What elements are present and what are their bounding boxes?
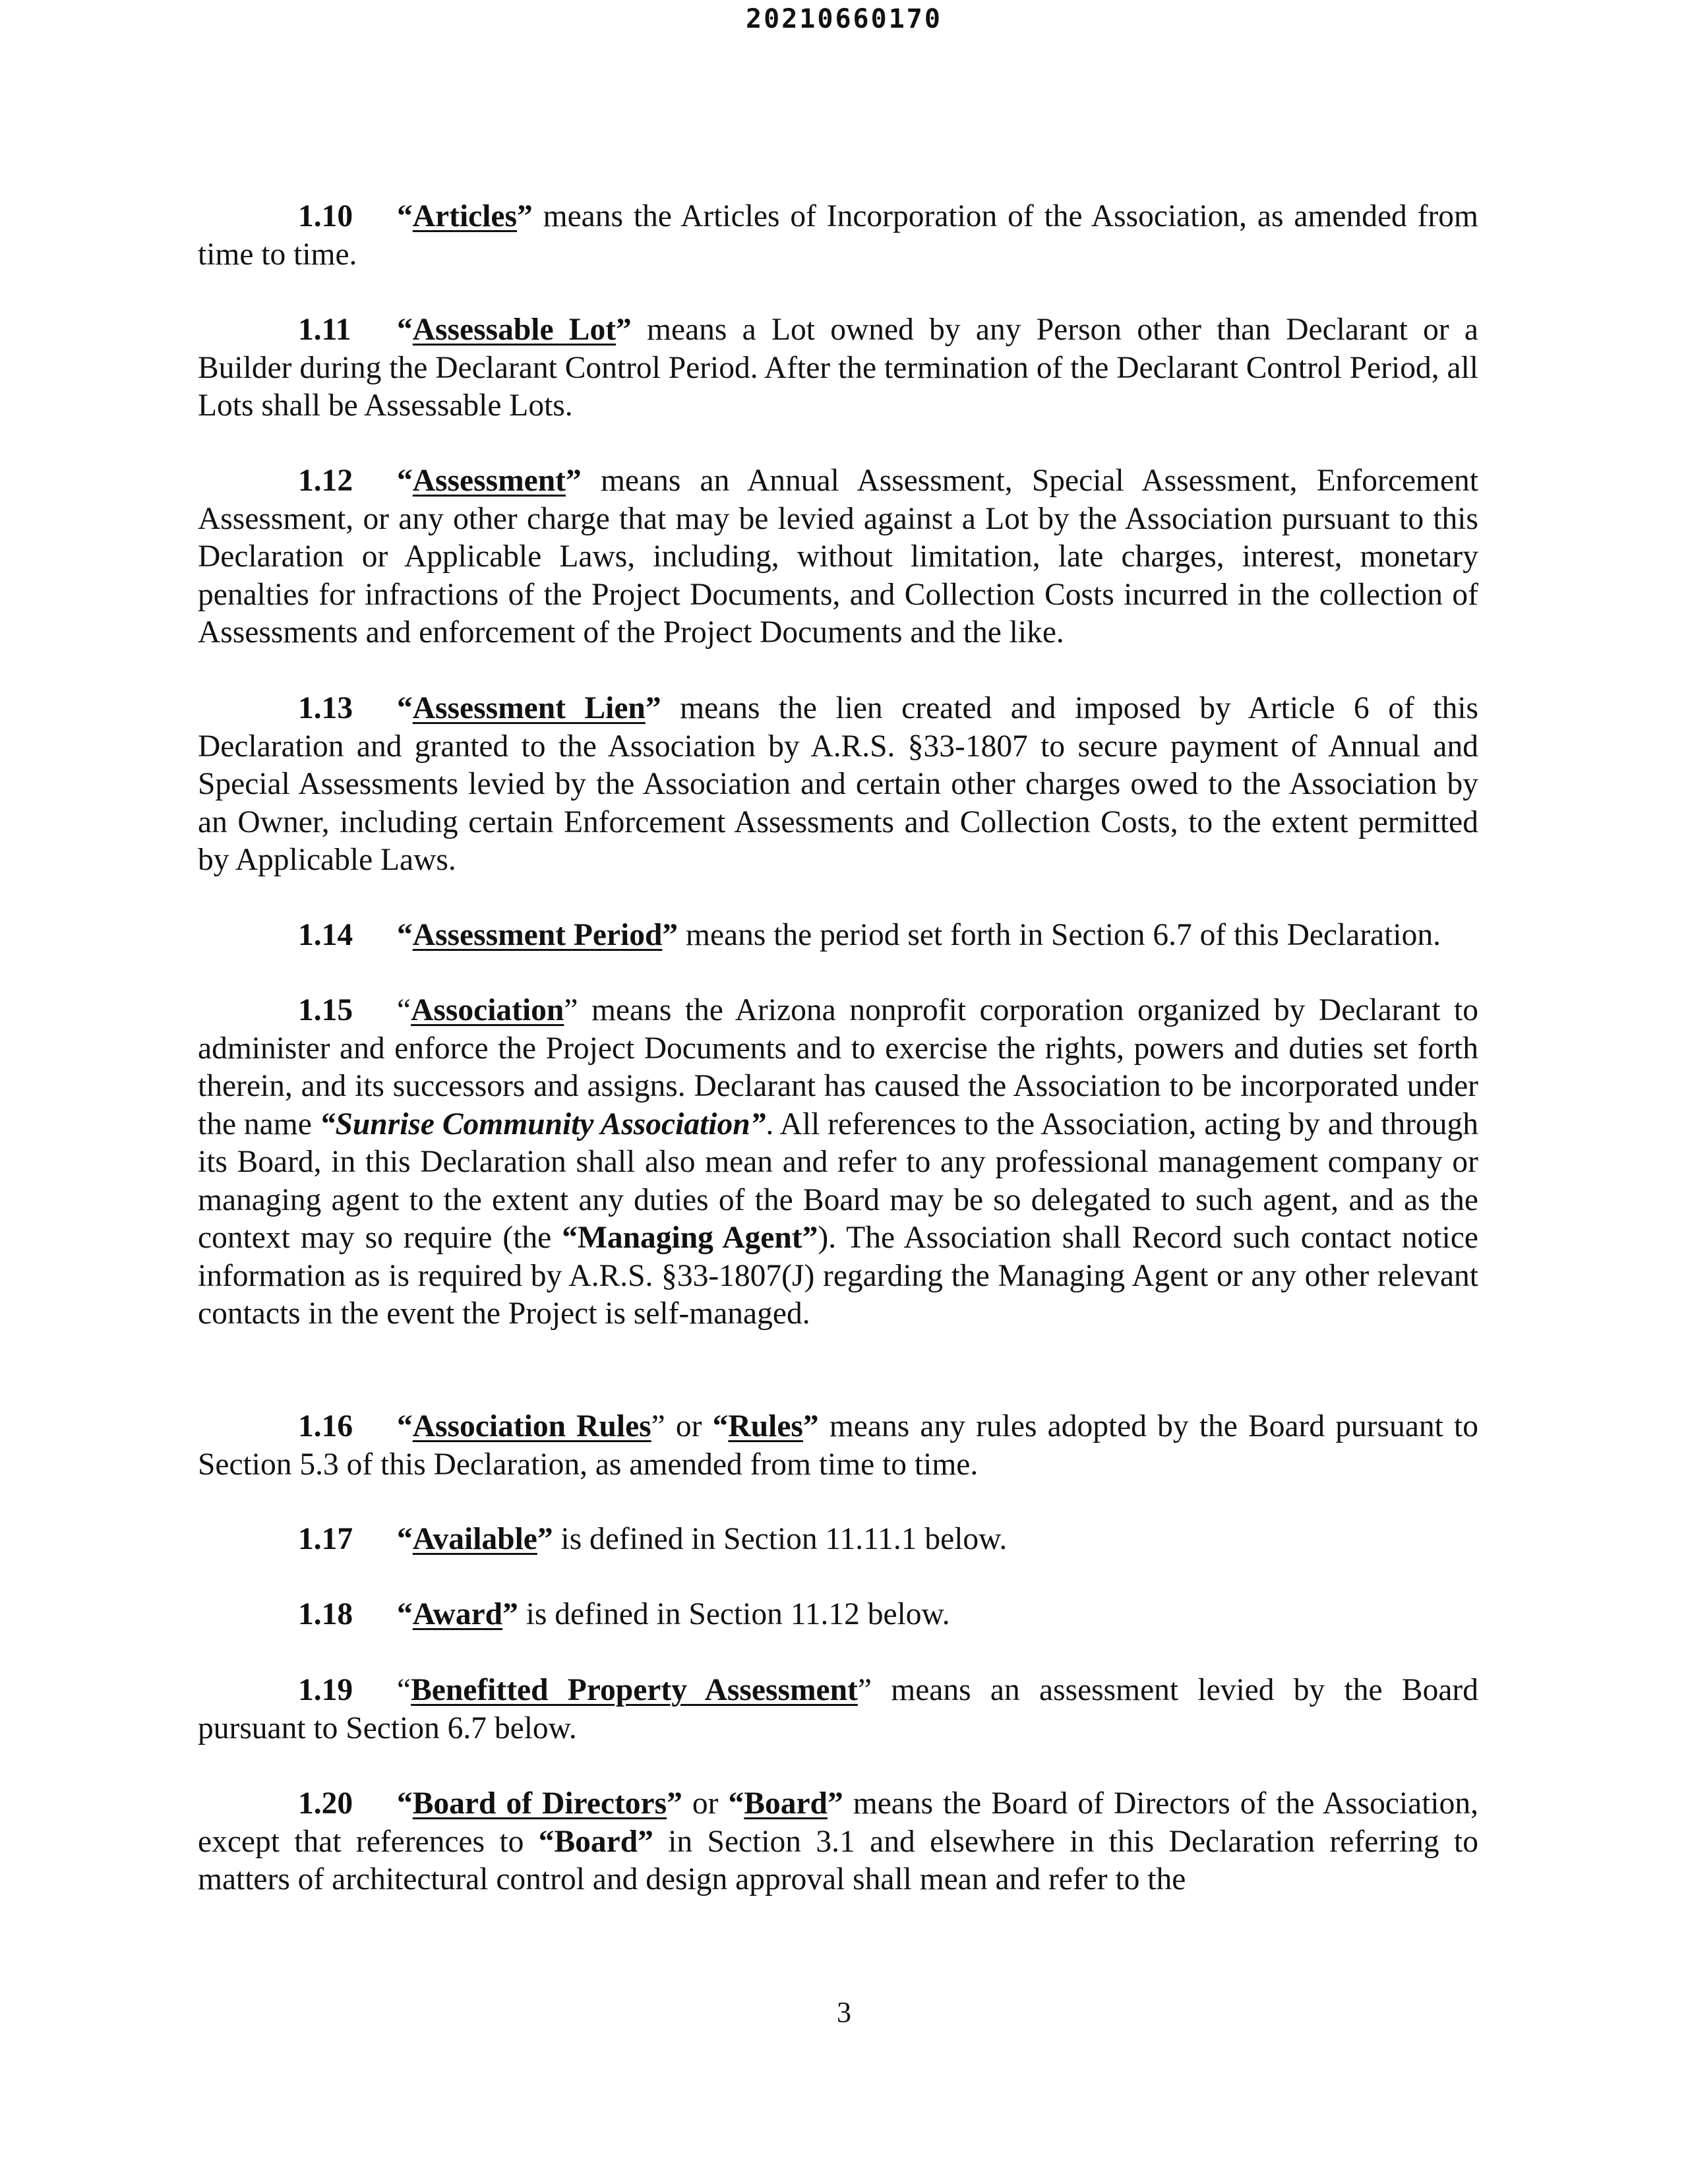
section-1-16 [198, 1408, 1478, 1484]
association-name: “Sunrise Community Association” [319, 1107, 766, 1141]
defined-term: “Assessment Period” [397, 918, 678, 952]
page-number: 3 [837, 1996, 851, 2028]
section-number: 1.12 [298, 464, 353, 498]
defined-term: “Available” [397, 1522, 553, 1556]
section-1-18 [198, 1596, 1478, 1634]
definition-text: means an assessment levied by the Board pursuant to Section 6.7 below. [198, 1673, 1479, 1745]
defined-term: “Assessable Lot” [397, 313, 632, 347]
defined-term: “Association Rules” [397, 1409, 665, 1443]
section-1-10 [198, 198, 1478, 274]
defined-term: “Benefitted Property Assessment” [397, 1673, 872, 1707]
section-1-15 [198, 992, 1478, 1333]
section-number: 1.16 [298, 1409, 353, 1443]
section-number: 1.15 [298, 993, 353, 1027]
section-number: 1.14 [298, 918, 353, 952]
section-number: 1.19 [298, 1673, 353, 1707]
defined-term: “Board of Directors” [397, 1786, 682, 1821]
section-number: 1.17 [298, 1522, 353, 1556]
definition-text: means the Articles of Incorporation of the Association, as amended from time to time. [198, 199, 1478, 272]
managing-agent-term: “Managing Agent” [562, 1221, 818, 1255]
section-1-20 [198, 1785, 1478, 1899]
definition-text: means the Arizona nonprofit corporation organized by Declarant to administer and enforce the Project Documents and to exercise the rights, powers and duties set forth therein, and its successors and assigns. Declarant has caused the Association to be incorporated under the name [198, 993, 1478, 1141]
recording-number: 20210660170 [746, 4, 942, 34]
section-1-13 [198, 690, 1478, 880]
definition-text: is defined in Section 11.11.1 below. [553, 1522, 1008, 1556]
section-1-12 [198, 462, 1478, 652]
connector-text: or [665, 1409, 713, 1443]
definition-text: means an Annual Assessment, Special Assessment, Enforcement Assessment, or any other charge that may be levied against a Lot by the Association pursuant to this Declaration or Applicable Laws, including, without limitation, late charges, interest, monetary penalties for infractions of the Project Documents, and Collection Costs incurred in the collection of Assessments and enforcement of the Project Documents and the like. [198, 464, 1478, 650]
board-reference: “Board” [538, 1824, 653, 1859]
section-1-11 [198, 311, 1478, 425]
connector-text: or [682, 1786, 729, 1821]
defined-term: “Assessment Lien” [397, 691, 661, 725]
section-1-14 [198, 917, 1478, 955]
definition-text: means a Lot owned by any Person other than Declarant or a Builder during the Declarant Control Period. After the termination of the Declarant Control Period, all Lots shall be Assessable Lots. [198, 313, 1478, 423]
section-number: 1.20 [298, 1786, 353, 1821]
section-number: 1.10 [298, 199, 353, 233]
definition-text: means the period set forth in Section 6.7 of this Declaration. [678, 918, 1441, 952]
defined-term: “Association” [397, 993, 578, 1027]
definition-text: . All references to the Association, acting by and through its Board, in this Declaration shall also mean and refer to any professional management company or managing agent to the extent any duties of the Board may be so delegated to such agent, and as the context may so require (the [198, 1107, 1478, 1255]
section-number: 1.13 [298, 691, 353, 725]
defined-term: “Articles” [397, 199, 533, 233]
defined-term: “Award” [397, 1597, 518, 1631]
definition-text: means the Board of Directors of the Association, except that references to [198, 1786, 1478, 1859]
section-1-17 [198, 1521, 1478, 1559]
defined-term-alt: “Rules” [712, 1409, 819, 1443]
section-number: 1.18 [298, 1597, 353, 1631]
definition-text: ). The Association shall Record such contact notice information as is required by A.R.S. §33-1807(J) regarding the Managing Agent or any other relevant contacts in the event the Project is self-managed. [198, 1221, 1478, 1331]
section-1-19 [198, 1672, 1478, 1747]
defined-term-alt: “Board” [728, 1786, 843, 1821]
definition-text: is defined in Section 11.12 below. [518, 1597, 950, 1631]
definition-text: means the lien created and imposed by Article 6 of this Declaration and granted to the Association by A.R.S. §33-1807 to secure payment of Annual and Special Assessments levied by the Association and certain other charges owed to the Association by an Owner, including certain Enforcement Assessments and Collection Costs, to the extent permitted by Applicable Laws. [198, 691, 1478, 877]
definition-text: means any rules adopted by the Board pursuant to Section 5.3 of this Declaration, as amended from time to time. [198, 1409, 1478, 1482]
definition-text: in Section 3.1 and elsewhere in this Declaration referring to matters of architectural control and design approval shall mean and refer to the [198, 1824, 1478, 1896]
defined-term: “Assessment” [397, 464, 582, 498]
section-number: 1.11 [298, 313, 351, 347]
